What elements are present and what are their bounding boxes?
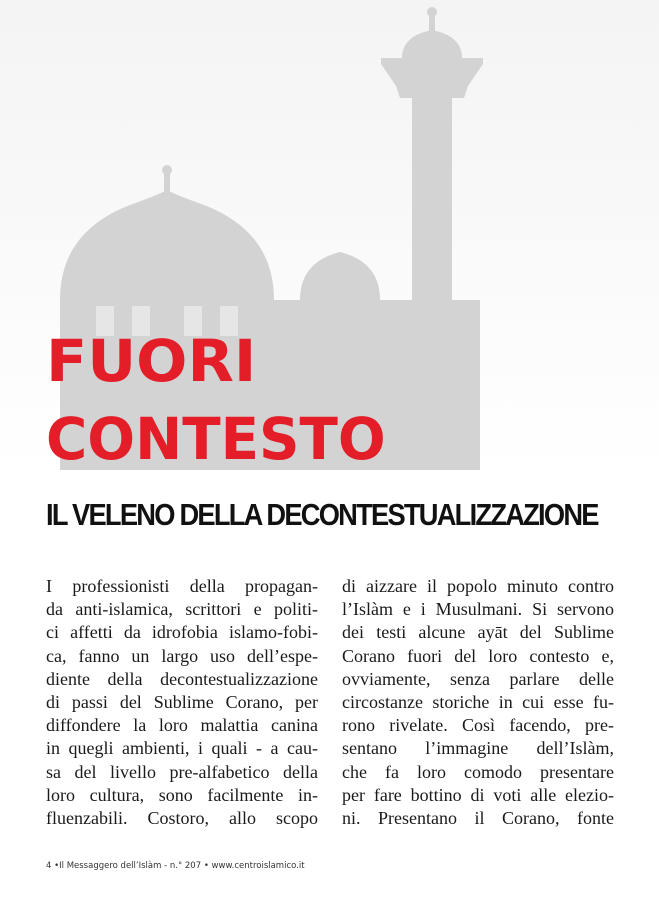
text-line: ci affetti da idrofobia islamo-fobi- bbox=[46, 622, 318, 643]
text-line: sa del livello pre-alfabetico della bbox=[46, 761, 318, 782]
page-footer: 4 •Il Messaggero dell’Islàm - n.° 207 • www.centroislamico.it bbox=[46, 861, 305, 871]
text-line: in quegli ambienti, i quali - a cau- bbox=[46, 738, 318, 759]
text-line: ca, fanno un largo uso dell’espe- bbox=[46, 645, 318, 666]
text-line: circostanze storiche in cui esse fu- bbox=[342, 691, 614, 712]
text-line: ni. Presentano il Corano, fonte bbox=[342, 807, 614, 828]
text-line: ovviamente, senza parlare delle bbox=[342, 668, 614, 689]
text-line: Corano fuori del loro contesto e, bbox=[342, 645, 614, 666]
text-line: da anti-islamica, scrittori e politi- bbox=[46, 599, 318, 620]
text-line: che fa loro comodo presentare bbox=[342, 761, 614, 782]
text-line: fluenzabili. Costoro, allo scopo bbox=[46, 807, 318, 828]
text-line: rono rivelate. Così facendo, pre- bbox=[342, 715, 614, 736]
text-line: per fare bottino di voti alle elezio- bbox=[342, 784, 614, 805]
text-line: loro cultura, sono facilmente in- bbox=[46, 784, 318, 805]
text-line: diffondere la loro malattia canina bbox=[46, 715, 318, 736]
text-line: diente della decontestualizzazione bbox=[46, 668, 318, 689]
text-line: di passi del Sublime Corano, per bbox=[46, 691, 318, 712]
text-line: l’Islàm e i Musulmani. Si servono bbox=[342, 599, 614, 620]
title-line-2: CONTESTO bbox=[46, 405, 386, 473]
subtitle: IL VELENO DELLA DECONTESTUALIZZAZIONE bbox=[46, 497, 598, 532]
article-column-1 bbox=[46, 575, 318, 830]
text-line: I professionisti della propagan- bbox=[46, 576, 318, 596]
article-column-2 bbox=[342, 575, 614, 830]
text-line: di aizzare il popolo minuto contro bbox=[342, 576, 614, 596]
text-line: dei testi alcune ayāt del Sublime bbox=[342, 622, 614, 643]
title-line-1: FUORI bbox=[46, 327, 257, 395]
text-line: sentano l’immagine dell’Islàm, bbox=[342, 738, 614, 759]
